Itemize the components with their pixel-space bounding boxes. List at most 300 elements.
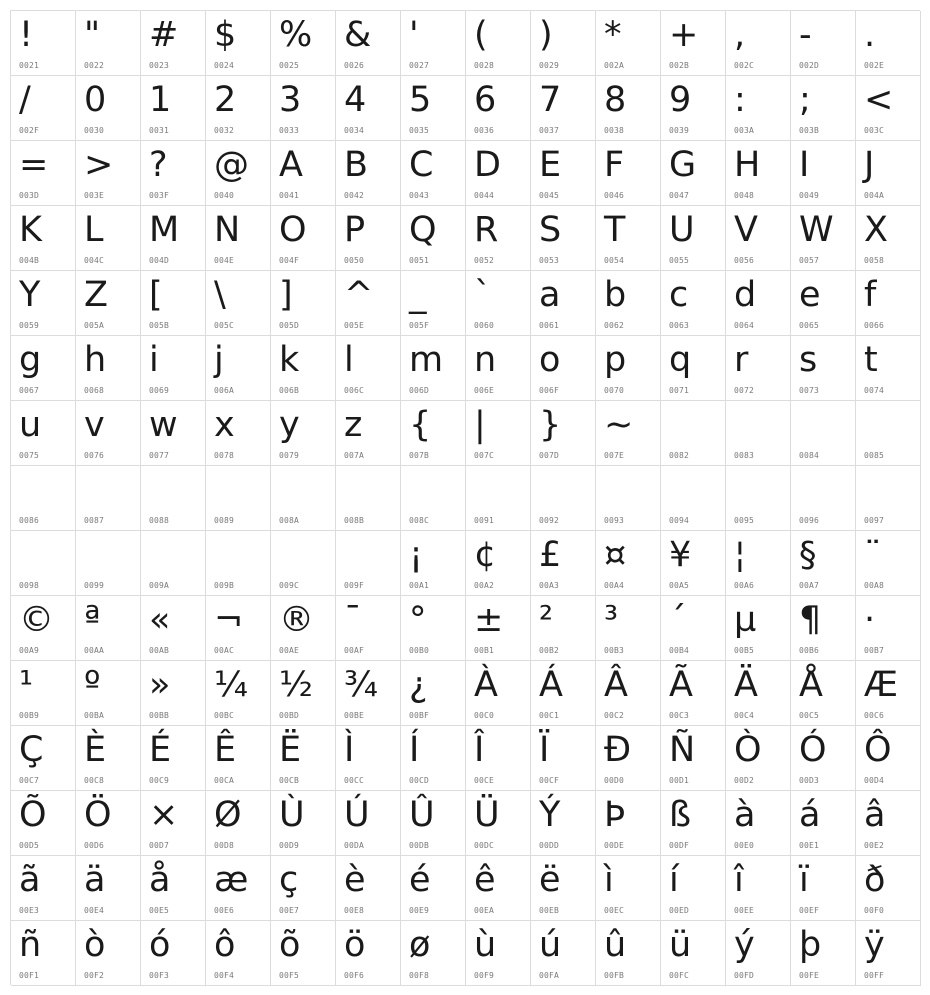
glyph-codepoint: 007D	[539, 451, 560, 460]
glyph-cell	[466, 206, 531, 271]
glyph-cell	[661, 596, 726, 661]
glyph-cell	[76, 856, 141, 921]
glyph-codepoint: 0064	[734, 321, 755, 330]
glyph-cell	[141, 856, 206, 921]
glyph-codepoint: 00B2	[539, 646, 560, 655]
glyph-codepoint: 0071	[669, 386, 690, 395]
glyph-character: :	[734, 80, 746, 120]
glyph-cell	[531, 401, 596, 466]
glyph-cell	[141, 11, 206, 76]
glyph-codepoint: 00DB	[409, 841, 430, 850]
glyph-cell	[726, 401, 791, 466]
glyph-codepoint: 0089	[214, 516, 235, 525]
glyph-character: )	[539, 15, 553, 55]
glyph-cell	[726, 596, 791, 661]
glyph-character: '	[409, 15, 419, 55]
glyph-codepoint: 007C	[474, 451, 495, 460]
glyph-codepoint: 0042	[344, 191, 365, 200]
glyph-character: 8	[604, 80, 627, 120]
glyph-character: ¿	[409, 665, 428, 705]
glyph-cell	[856, 206, 921, 271]
glyph-codepoint: 00CA	[214, 776, 235, 785]
glyph-codepoint: 006D	[409, 386, 430, 395]
glyph-cell	[76, 726, 141, 791]
glyph-cell	[336, 206, 401, 271]
glyph-cell	[401, 11, 466, 76]
glyph-codepoint: 00D3	[799, 776, 820, 785]
glyph-cell	[531, 11, 596, 76]
glyph-character: b	[604, 275, 627, 315]
glyph-cell	[401, 271, 466, 336]
glyph-codepoint: 00DF	[669, 841, 690, 850]
glyph-codepoint: 00FE	[799, 971, 820, 980]
glyph-codepoint: 00E7	[279, 906, 300, 915]
glyph-cell	[401, 76, 466, 141]
glyph-cell	[206, 141, 271, 206]
glyph-cell	[206, 791, 271, 856]
glyph-cell	[531, 336, 596, 401]
glyph-character: Â	[604, 665, 628, 705]
glyph-cell	[726, 141, 791, 206]
glyph-codepoint: 00E6	[214, 906, 235, 915]
glyph-character: v	[84, 405, 105, 445]
glyph-cell	[336, 791, 401, 856]
glyph-cell	[336, 76, 401, 141]
glyph-cell	[336, 466, 401, 531]
glyph-cell	[271, 596, 336, 661]
glyph-character: ~	[604, 405, 634, 445]
glyph-codepoint: 00AF	[344, 646, 365, 655]
glyph-cell	[661, 921, 726, 986]
glyph-character: Ù	[279, 795, 305, 835]
glyph-codepoint: 007A	[344, 451, 365, 460]
glyph-codepoint: 0048	[734, 191, 755, 200]
glyph-codepoint: 004A	[864, 191, 885, 200]
glyph-codepoint: 0024	[214, 61, 235, 70]
glyph-cell	[271, 401, 336, 466]
glyph-character: S	[539, 210, 562, 250]
glyph-cell	[466, 466, 531, 531]
glyph-codepoint: 004D	[149, 256, 170, 265]
glyph-cell	[401, 336, 466, 401]
glyph-codepoint: 00EB	[539, 906, 560, 915]
glyph-cell	[76, 921, 141, 986]
glyph-character: Ó	[799, 730, 827, 770]
glyph-codepoint: 002E	[864, 61, 885, 70]
glyph-cell	[596, 336, 661, 401]
glyph-character: £	[539, 535, 562, 575]
glyph-character: c	[669, 275, 689, 315]
glyph-character: Y	[19, 275, 41, 315]
glyph-character: å	[149, 860, 171, 900]
glyph-codepoint: 00D8	[214, 841, 235, 850]
glyph-cell	[596, 11, 661, 76]
glyph-codepoint: 009F	[344, 581, 365, 590]
glyph-character: <	[864, 80, 894, 120]
glyph-codepoint: 0077	[149, 451, 170, 460]
glyph-cell	[531, 76, 596, 141]
glyph-cell	[76, 206, 141, 271]
glyph-codepoint: 0041	[279, 191, 300, 200]
glyph-character: %	[279, 15, 313, 55]
glyph-codepoint: 0028	[474, 61, 495, 70]
glyph-codepoint: 00B9	[19, 711, 40, 720]
glyph-cell	[791, 76, 856, 141]
glyph-codepoint: 0085	[864, 451, 885, 460]
glyph-codepoint: 0088	[149, 516, 170, 525]
glyph-codepoint: 00D5	[19, 841, 40, 850]
glyph-codepoint: 007B	[409, 451, 430, 460]
glyph-codepoint: 0032	[214, 126, 235, 135]
glyph-character: Z	[84, 275, 108, 315]
glyph-codepoint: 00E0	[734, 841, 755, 850]
glyph-cell	[336, 11, 401, 76]
glyph-codepoint: 00E8	[344, 906, 365, 915]
glyph-codepoint: 00EE	[734, 906, 755, 915]
glyph-codepoint: 00E1	[799, 841, 820, 850]
glyph-codepoint: 00A7	[799, 581, 820, 590]
glyph-character: ]	[279, 275, 293, 315]
glyph-codepoint: 002D	[799, 61, 820, 70]
glyph-cell	[596, 856, 661, 921]
glyph-codepoint: 00BB	[149, 711, 170, 720]
glyph-codepoint: 00EF	[799, 906, 820, 915]
glyph-character: i	[149, 340, 159, 380]
glyph-cell	[856, 271, 921, 336]
glyph-character: e	[799, 275, 821, 315]
glyph-codepoint: 00AB	[149, 646, 170, 655]
glyph-cell	[336, 531, 401, 596]
glyph-codepoint: 00C6	[864, 711, 885, 720]
glyph-character: ³	[604, 600, 619, 640]
glyph-codepoint: 00C7	[19, 776, 40, 785]
glyph-character: ï	[799, 860, 809, 900]
glyph-character: 5	[409, 80, 432, 120]
glyph-character: H	[734, 145, 761, 185]
glyph-codepoint: 0031	[149, 126, 170, 135]
glyph-codepoint: 00BD	[279, 711, 300, 720]
glyph-cell	[466, 11, 531, 76]
glyph-character: p	[604, 340, 627, 380]
glyph-codepoint: 0035	[409, 126, 430, 135]
glyph-cell	[726, 791, 791, 856]
glyph-cell	[401, 661, 466, 726]
glyph-character: `	[474, 275, 492, 315]
glyph-character: O	[279, 210, 307, 250]
glyph-cell	[401, 921, 466, 986]
glyph-codepoint: 0070	[604, 386, 625, 395]
glyph-codepoint: 00C2	[604, 711, 625, 720]
glyph-character: û	[604, 925, 627, 965]
glyph-cell	[76, 791, 141, 856]
glyph-cell	[791, 336, 856, 401]
glyph-cell	[856, 596, 921, 661]
glyph-cell	[596, 791, 661, 856]
glyph-cell	[141, 726, 206, 791]
glyph-codepoint: 00B0	[409, 646, 430, 655]
glyph-character: j	[214, 340, 224, 380]
glyph-cell	[76, 661, 141, 726]
glyph-cell	[596, 271, 661, 336]
glyph-cell	[336, 141, 401, 206]
glyph-character: F	[604, 145, 625, 185]
glyph-cell	[661, 661, 726, 726]
glyph-codepoint: 0059	[19, 321, 40, 330]
glyph-character: ó	[149, 925, 171, 965]
glyph-cell	[726, 921, 791, 986]
glyph-codepoint: 00FA	[539, 971, 560, 980]
glyph-cell	[271, 921, 336, 986]
glyph-character: J	[864, 145, 875, 185]
glyph-codepoint: 0061	[539, 321, 560, 330]
glyph-cell	[726, 336, 791, 401]
glyph-cell	[401, 596, 466, 661]
glyph-cell	[141, 141, 206, 206]
glyph-cell	[531, 921, 596, 986]
glyph-codepoint: 003E	[84, 191, 105, 200]
glyph-cell	[661, 856, 726, 921]
glyph-codepoint: 00C4	[734, 711, 755, 720]
glyph-cell	[141, 271, 206, 336]
glyph-character: ¹	[19, 665, 34, 705]
glyph-cell	[661, 531, 726, 596]
glyph-character: W	[799, 210, 834, 250]
glyph-cell	[401, 856, 466, 921]
glyph-character: R	[474, 210, 499, 250]
glyph-cell	[661, 336, 726, 401]
glyph-cell	[11, 466, 76, 531]
glyph-codepoint: 003D	[19, 191, 40, 200]
glyph-codepoint: 0098	[19, 581, 40, 590]
glyph-codepoint: 00DD	[539, 841, 560, 850]
glyph-character: ø	[409, 925, 431, 965]
glyph-cell	[76, 466, 141, 531]
glyph-cell	[726, 271, 791, 336]
glyph-character: Ü	[474, 795, 500, 835]
glyph-cell	[596, 531, 661, 596]
glyph-character: ª	[84, 600, 101, 640]
glyph-cell	[596, 76, 661, 141]
glyph-character: C	[409, 145, 434, 185]
glyph-character: á	[799, 795, 821, 835]
glyph-cell	[11, 661, 76, 726]
glyph-character: T	[604, 210, 626, 250]
glyph-cell	[466, 791, 531, 856]
glyph-codepoint: 002B	[669, 61, 690, 70]
glyph-character: @	[214, 145, 249, 185]
glyph-codepoint: 005E	[344, 321, 365, 330]
glyph-codepoint: 00F8	[409, 971, 430, 980]
glyph-cell	[141, 206, 206, 271]
glyph-cell	[11, 401, 76, 466]
glyph-codepoint: 00D9	[279, 841, 300, 850]
glyph-cell	[466, 596, 531, 661]
glyph-cell	[791, 856, 856, 921]
glyph-codepoint: 00F0	[864, 906, 885, 915]
glyph-cell	[76, 531, 141, 596]
glyph-codepoint: 005F	[409, 321, 430, 330]
glyph-cell	[531, 466, 596, 531]
glyph-codepoint: 00D4	[864, 776, 885, 785]
glyph-character: Û	[409, 795, 435, 835]
glyph-cell	[206, 856, 271, 921]
glyph-cell	[206, 206, 271, 271]
glyph-character: ?	[149, 145, 168, 185]
glyph-cell	[206, 76, 271, 141]
glyph-cell	[661, 11, 726, 76]
glyph-codepoint: 0029	[539, 61, 560, 70]
glyph-cell	[791, 271, 856, 336]
glyph-character: ¯	[344, 600, 362, 640]
glyph-character: ü	[669, 925, 692, 965]
glyph-codepoint: 00DE	[604, 841, 625, 850]
glyph-cell	[336, 401, 401, 466]
glyph-character: Q	[409, 210, 437, 250]
glyph-cell	[726, 661, 791, 726]
glyph-codepoint: 00CE	[474, 776, 495, 785]
glyph-cell	[336, 921, 401, 986]
glyph-cell	[466, 141, 531, 206]
glyph-codepoint: 00AC	[214, 646, 235, 655]
glyph-cell	[466, 726, 531, 791]
glyph-character: 6	[474, 80, 497, 120]
glyph-cell	[791, 531, 856, 596]
glyph-cell	[271, 661, 336, 726]
glyph-cell	[271, 76, 336, 141]
glyph-codepoint: 0058	[864, 256, 885, 265]
glyph-cell	[76, 596, 141, 661]
glyph-codepoint: 00F5	[279, 971, 300, 980]
glyph-codepoint: 00A2	[474, 581, 495, 590]
glyph-character: ç	[279, 860, 299, 900]
glyph-cell	[791, 661, 856, 726]
glyph-character: +	[669, 15, 699, 55]
glyph-character: î	[734, 860, 744, 900]
glyph-codepoint: 005C	[214, 321, 235, 330]
glyph-codepoint: 0092	[539, 516, 560, 525]
glyph-character: V	[734, 210, 758, 250]
glyph-codepoint: 00A5	[669, 581, 690, 590]
glyph-cell	[856, 141, 921, 206]
glyph-cell	[141, 336, 206, 401]
glyph-codepoint: 00A4	[604, 581, 625, 590]
glyph-cell	[401, 531, 466, 596]
glyph-codepoint: 00A6	[734, 581, 755, 590]
glyph-cell	[791, 206, 856, 271]
glyph-cell	[531, 206, 596, 271]
glyph-cell	[11, 726, 76, 791]
glyph-character: u	[19, 405, 42, 445]
glyph-codepoint: 0095	[734, 516, 755, 525]
glyph-codepoint: 0033	[279, 126, 300, 135]
glyph-codepoint: 00F1	[19, 971, 40, 980]
glyph-codepoint: 00DA	[344, 841, 365, 850]
glyph-cell	[661, 206, 726, 271]
glyph-codepoint: 0072	[734, 386, 755, 395]
glyph-cell	[11, 596, 76, 661]
glyph-character: í	[669, 860, 679, 900]
glyph-cell	[401, 401, 466, 466]
glyph-character: Ð	[604, 730, 632, 770]
glyph-codepoint: 0099	[84, 581, 105, 590]
glyph-character: $	[214, 15, 237, 55]
glyph-character: ½	[279, 665, 313, 705]
glyph-character: ê	[474, 860, 496, 900]
glyph-codepoint: 0022	[84, 61, 105, 70]
glyph-character: ·	[864, 600, 876, 640]
glyph-character: Å	[799, 665, 823, 705]
glyph-codepoint: 0087	[84, 516, 105, 525]
glyph-character: (	[474, 15, 488, 55]
glyph-cell	[76, 336, 141, 401]
glyph-cell	[206, 11, 271, 76]
glyph-codepoint: 0054	[604, 256, 625, 265]
glyph-codepoint: 003C	[864, 126, 885, 135]
glyph-codepoint: 0051	[409, 256, 430, 265]
glyph-character: °	[409, 600, 427, 640]
glyph-cell	[856, 466, 921, 531]
glyph-codepoint: 0040	[214, 191, 235, 200]
glyph-codepoint: 003B	[799, 126, 820, 135]
glyph-cell	[76, 11, 141, 76]
glyph-cell	[466, 401, 531, 466]
glyph-cell	[11, 76, 76, 141]
glyph-cell	[271, 11, 336, 76]
glyph-codepoint: 008A	[279, 516, 300, 525]
glyph-codepoint: 007E	[604, 451, 625, 460]
glyph-cell	[206, 661, 271, 726]
glyph-character: A	[279, 145, 303, 185]
glyph-character: h	[84, 340, 107, 380]
glyph-character: ý	[734, 925, 755, 965]
glyph-cell	[336, 271, 401, 336]
glyph-cell	[596, 141, 661, 206]
glyph-codepoint: 00F9	[474, 971, 495, 980]
glyph-character: K	[19, 210, 42, 250]
glyph-cell	[466, 271, 531, 336]
glyph-character: n	[474, 340, 497, 380]
glyph-codepoint: 00EA	[474, 906, 495, 915]
glyph-codepoint: 0060	[474, 321, 495, 330]
glyph-cell	[596, 921, 661, 986]
glyph-codepoint: 0065	[799, 321, 820, 330]
glyph-codepoint: 0091	[474, 516, 495, 525]
glyph-cell	[206, 401, 271, 466]
glyph-codepoint: 00A8	[864, 581, 885, 590]
glyph-character: Æ	[864, 665, 899, 705]
glyph-codepoint: 005B	[149, 321, 170, 330]
glyph-codepoint: 0052	[474, 256, 495, 265]
glyph-cell	[531, 271, 596, 336]
glyph-codepoint: 0027	[409, 61, 430, 70]
glyph-cell	[11, 531, 76, 596]
glyph-codepoint: 00C0	[474, 711, 495, 720]
glyph-character: D	[474, 145, 501, 185]
glyph-character: ¨	[864, 535, 882, 575]
glyph-character: /	[19, 80, 31, 120]
glyph-cell	[661, 141, 726, 206]
glyph-codepoint: 0055	[669, 256, 690, 265]
glyph-cell	[791, 726, 856, 791]
glyph-codepoint: 0045	[539, 191, 560, 200]
glyph-character: _	[409, 275, 427, 315]
glyph-character: o	[539, 340, 561, 380]
glyph-character: ð	[864, 860, 886, 900]
glyph-cell	[726, 11, 791, 76]
glyph-codepoint: 0039	[669, 126, 690, 135]
glyph-character: Ô	[864, 730, 892, 770]
glyph-character: ú	[539, 925, 562, 965]
